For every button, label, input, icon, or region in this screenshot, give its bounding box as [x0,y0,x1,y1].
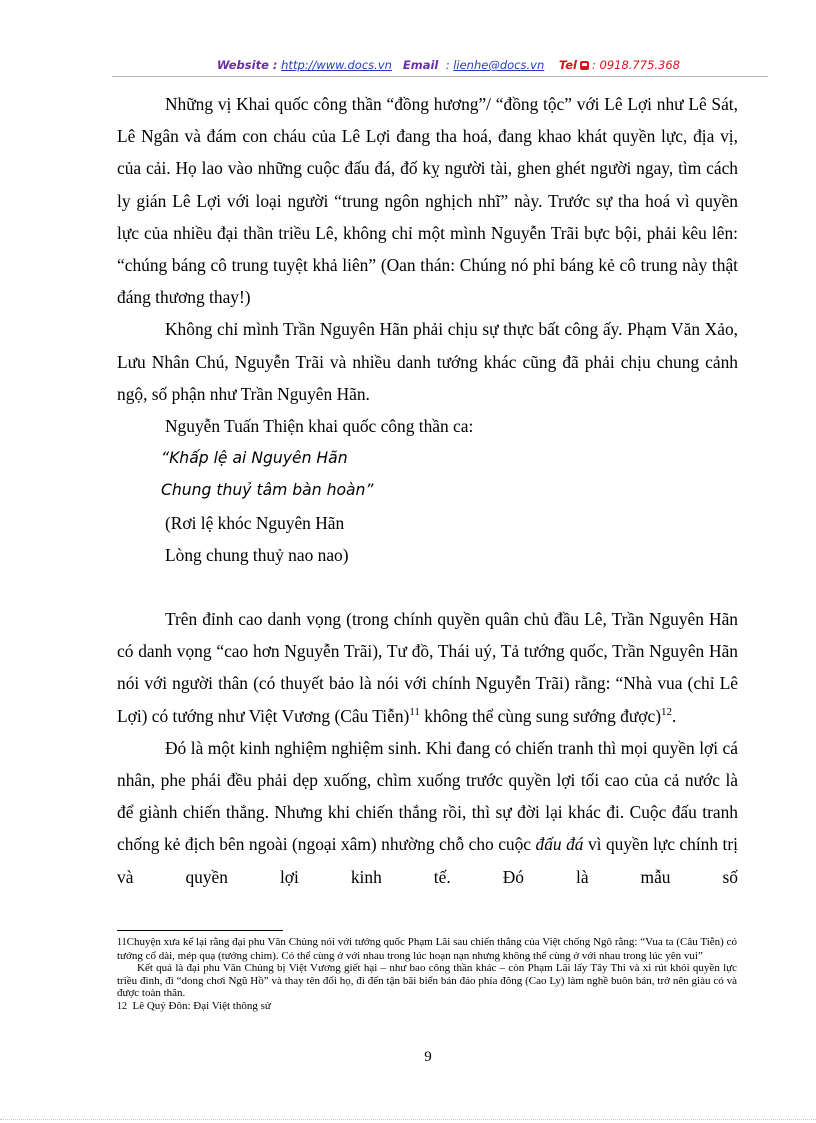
header-contact-line [217,58,680,72]
footnote-ref-11[interactable]: 11 [409,705,420,718]
footnote-12-text: Lê Quý Đôn: Đại Việt thông sử [132,999,271,1012]
poem-line-2: Chung thuỷ tâm bàn hoàn” [161,481,374,500]
footnote-11-continued: Kết quả là đại phu Văn Chủng bị Việt Vương giết hại – như bao công thần khác – còn Phạm Lãi lấy Tây Thi và xi rút khỏi quyền lực triều đình, đi “dong chơi Ngũ Hồ” và thay tên đổi họ, đi đến tận bãi biển bán đảo phía đông (Cao Ly) làm nghề buôn bán, trở nên giàu có và được toàn thân. [117,962,737,1000]
poem-line-1: “Khấp lệ ai Nguyên Hãn [161,449,348,468]
paragraph-4-emphasis: đấu đá [535,834,584,855]
footnote-separator [117,930,283,931]
email-link[interactable]: lienhe@docs.vn [453,58,545,72]
tel-label: Tel [558,58,577,72]
phone-number: : 0918.775.368 [591,58,680,72]
paragraph-3-text-c: . [672,705,677,726]
footnote-11-number: 11 [117,937,127,948]
paragraph-4-text-a: Đó là một kinh nghiệm nghiệm sinh. Khi đang có chiến tranh thì mọi quyền lợi cá nhân, phe phái đều phải dẹp xuống, chìm xuống trước quyền lợi tối cao của cả nước là để giành chiến thắng. Nhưng khi chiến thắng rồi, thì sự đời lại khác đi. Cuộc đấu tranh chống kẻ địch bên ngoài (ngoại xâm) nhường chỗ cho cuộc [117,737,738,855]
poem-translation-2: Lòng chung thuỷ nao nao) [165,544,349,565]
email-label: Email [402,58,439,72]
paragraph-1: Những vị Khai quốc công thần “đồng hương”/ “đồng tộc” với Lê Lợi như Lê Sát, Lê Ngân và đám con cháu của Lê Lợi đang tha hoá, đang khao khát quyền lực, địa vị, của cải. Họ lao vào những cuộc đấu đá, đố kỵ người tài, ghen ghét người ngay, tìm cách ly gián Lê Lợi với loại người “trung ngôn nghịch nhĩ” này. Trước sự tha hoá vì quyền lực của nhiều đại thần triều Lê, không chỉ một mình Nguyễn Trãi bực bội, phải kêu lên: “chúng báng cô trung tuyệt khả liên” (Oan thán: Chúng nó phỉ báng kẻ cô trung này thật đáng thương thay!) [117,94,738,308]
phone-icon [580,61,589,70]
paragraph-3 [117,603,738,732]
website-link[interactable]: http://www.docs.vn [281,58,392,72]
website-label: Website : [216,58,278,72]
paragraph-3-text-a: Trên đỉnh cao danh vọng (trong chính quyền quân chủ đầu Lê, Trần Nguyên Hãn có danh vọng “cao hơn Nguyễn Trãi), Tư đồ, Thái uý, Tả tướng quốc, Trần Nguyên Hãn nói với người thân (có thuyết bảo là nói với chính Nguyễn Trãi) rằng: “Nhà vua (chỉ Lê Lợi) có tướng như Việt Vương (Câu Tiễn) [117,609,738,726]
page-footer-line [0,1119,816,1120]
footnote-12 [117,1000,737,1014]
paragraph-2: Không chỉ mình Trần Nguyên Hãn phải chịu sự thực bất công ấy. Phạm Văn Xảo, Lưu Nhân Chú, Nguyễn Trãi và nhiều danh tướng khác cũng đã phải chịu chung cảnh ngộ, số phận như Trần Nguyên Hãn. [117,319,738,404]
poem-intro: Nguyễn Tuấn Thiện khai quốc công thần ca: [165,416,474,437]
paragraph-4-text-b: vì quyền lực chính trị và quyền lợi kinh tế. Đó là mẫu số [117,834,738,887]
main-text [117,88,738,893]
email-separator: : [445,58,450,72]
page-header [112,56,768,77]
poem-translation-1: (Rơi lệ khóc Nguyên Hãn [165,512,345,533]
paragraph-3-text-b: không thể cùng sung sướng được) [419,705,661,726]
paragraph-4 [117,732,738,893]
footnotes [117,936,737,1014]
footnote-ref-12[interactable]: 12 [661,705,672,718]
page-number: 9 [424,1049,432,1065]
footnote-11-text: Chuyện xưa kể lại rằng đại phu Văn Chủng nói với tướng quốc Phạm Lãi sau chiến thắng của Việt chống Ngô rằng: “Vua ta (Câu Tiễn) có tướng cổ dài, mép quạ (tướng chim). Có thể cùng ở với nhau trong lúc hoạn nạn nhưng không thể cùng ở với nhau trong lúc yên vui” [117,936,737,962]
blank-line [117,571,738,603]
footnote-12-number: 12 [117,1000,127,1012]
footnote-11 [117,936,737,962]
